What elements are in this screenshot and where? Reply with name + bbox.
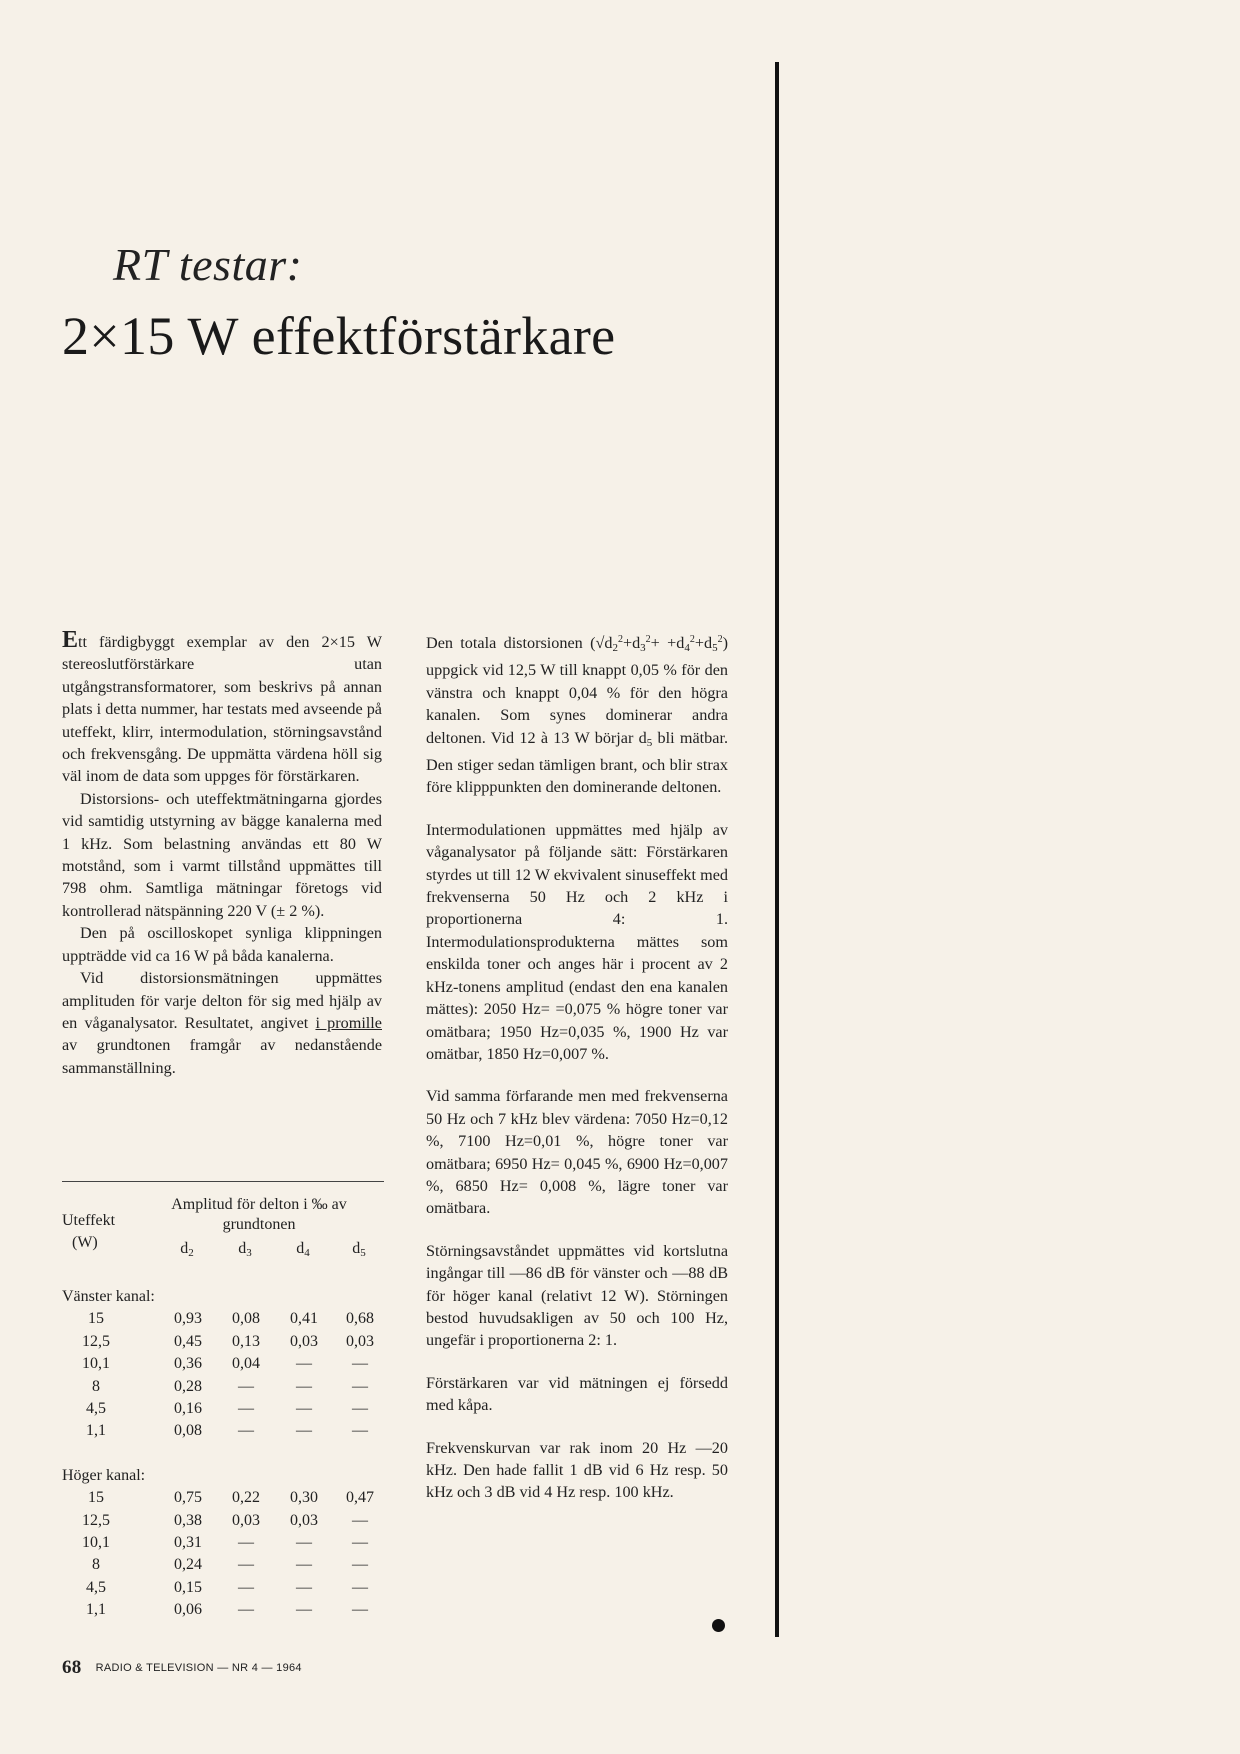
- table-cell: 0,75: [174, 1489, 202, 1507]
- table-cell: —: [352, 1355, 368, 1373]
- table-cell: 10,1: [82, 1533, 110, 1551]
- table-cell: 0,04: [232, 1355, 260, 1373]
- table-row: [62, 1599, 384, 1621]
- table-row: [62, 1308, 384, 1330]
- table-cell: 15: [88, 1310, 104, 1328]
- table-cell: 0,16: [174, 1399, 202, 1417]
- paragraph-7khz: Vid samma förfarande men med frekvenserna 50 Hz och 7 kHz blev värdena: 7050 Hz=0,12 %, 7100 Hz=0,01 %, högre toner var omätbara; 6950 Hz= 0,045 %, 6900 Hz=0,007 %, 6850 Hz= 0,008 %, lägre toner var omätbara.: [426, 1087, 728, 1218]
- paragraph-cover: Förstärkaren var vid mätningen ej försedd med kåpa.: [426, 1373, 728, 1415]
- header-grundtonen: grundtonen: [222, 1216, 296, 1233]
- table-row: [62, 1398, 384, 1420]
- paragraph-intermodulation: Intermodulationen uppmättes med hjälp av våganalysator på följande sätt: Förstärkaren styrdes ut till 12 W ekvivalent sinuseffekt med frekvenserna 50 Hz och 2 kHz i proportionerna 4: 1. Intermodulationsprodukterna mättes som enskilda toner och anges här i procent av 2 kHz-tonens amplitud (endast den ena kanalen mättes): 2050 Hz= =0,075 % högre toner var omätbara; 1950 Hz=0,035 %, 1900 Hz var omätbar, 1850 Hz=0,007 %.: [426, 820, 728, 1063]
- table-cell: —: [296, 1556, 312, 1574]
- table-cell: 8: [92, 1556, 100, 1574]
- table-row: [62, 1331, 384, 1353]
- table-cell: 0,68: [346, 1310, 374, 1328]
- table-cell: —: [296, 1399, 312, 1417]
- table-cell: —: [352, 1511, 368, 1529]
- table-cell: —: [238, 1399, 254, 1417]
- table-cell: —: [238, 1556, 254, 1574]
- text-segment: Vid distorsionsmätningen uppmättes amplituden för varje delton för sig med hjälp av en våganalysator. Resultatet, angivet: [62, 969, 382, 1032]
- right-channel-rows: [62, 1487, 384, 1621]
- paragraph-total-distortion: Den totala distorsionen $(√d_2^2+d_3^2+ +d_4^2+d_5^2)$ uppgick vid 12,5 W till knappt 0,05 % för den vänstra och knappt 0,04 % för den högra kanalen. Som synes dominerar andra deltonen. Vid 12 à 13 W börjar $d_5$ bli mätbar. Den stiger sedan tämligen brant, och blir strax före klipppunkten den dominerande deltonen.: [426, 634, 728, 797]
- table-row: [62, 1353, 384, 1375]
- table-cell: 0,08: [174, 1422, 202, 1440]
- text-segment: av grundtonen framgår av nedanstående sammanställning.: [62, 1036, 382, 1077]
- table-cell: 0,22: [232, 1489, 260, 1507]
- table-cell: 0,03: [346, 1332, 374, 1350]
- table-row: [62, 1532, 384, 1554]
- table-cell: —: [238, 1377, 254, 1395]
- text-underlined: i promille: [315, 1013, 382, 1032]
- table-cell: 0,45: [174, 1332, 202, 1350]
- table-cell: —: [352, 1399, 368, 1417]
- table-cell: —: [238, 1533, 254, 1551]
- table-cell: 0,38: [174, 1511, 202, 1529]
- intro-text: tt färdigbyggt exemplar av den 2×15 W stereoslutförstärkare utan utgångstransformatorer, som beskrivs på annan plats i detta nummer, har testats med avseende på uteffekt, klirr, intermodulation, störningsavstånd och frekvensgång. De uppmätta värdena höll sig väl inom de data som uppges för förstärkaren.: [62, 633, 382, 786]
- table-cell: —: [352, 1578, 368, 1596]
- table-cell: 0,08: [232, 1310, 260, 1328]
- table-cell: —: [238, 1422, 254, 1440]
- table-header: [62, 1194, 384, 1264]
- table-cell: —: [352, 1533, 368, 1551]
- left-channel-rows: [62, 1308, 384, 1442]
- page-title: 2×15 W effektförstärkare: [62, 306, 616, 366]
- table-cell: —: [352, 1601, 368, 1619]
- table-cell: —: [352, 1422, 368, 1440]
- table-cell: 0,30: [290, 1489, 318, 1507]
- header-amplitude: Amplitud för delton i ‰ av: [171, 1196, 347, 1213]
- vertical-rule: [775, 62, 779, 1637]
- table-cell: 15: [88, 1489, 104, 1507]
- right-column: [426, 629, 728, 1504]
- table-cell: 0,06: [174, 1601, 202, 1619]
- table-cell: 0,03: [290, 1511, 318, 1529]
- table-cell: 0,47: [346, 1489, 374, 1507]
- table-cell: —: [296, 1601, 312, 1619]
- table-cell: 12,5: [82, 1332, 110, 1350]
- group-title-right: Höger kanal:: [62, 1466, 146, 1484]
- paragraph-intro: [62, 629, 382, 788]
- table-cell: —: [352, 1556, 368, 1574]
- header-d3: $d_3$: [238, 1240, 252, 1259]
- page-footer: [62, 1657, 302, 1679]
- paragraph-noise: Störningsavståndet uppmättes vid kortslutna ingångar till —86 dB för vänster och —88 dB för höger kanal (relativt 12 W). Störningen bestod huvudsakligen av 50 och 100 Hz, ungefär i proportionerna 2: 1.: [426, 1241, 728, 1350]
- table-row: [62, 1487, 384, 1509]
- dropcap: E: [62, 627, 79, 653]
- table-cell: —: [352, 1377, 368, 1395]
- table-cell: 0,15: [174, 1578, 202, 1596]
- table-cell: 0,36: [174, 1355, 202, 1373]
- table-row: [62, 1376, 384, 1398]
- table-cell: 8: [92, 1377, 100, 1395]
- table-cell: —: [296, 1422, 312, 1440]
- table-cell: 4,5: [86, 1578, 106, 1596]
- table-cell: 0,93: [174, 1310, 202, 1328]
- header-d5: $d_5$: [352, 1240, 366, 1259]
- table-cell: 1,1: [86, 1601, 106, 1619]
- paragraph-distortion-method: Distorsions- och uteffektmätningarna gjordes vid samtidig utstyrning av bägge kanalerna med 1 kHz. Som belastning användas ett 80 W motstånd, som i varmt tillstånd uppmättes till 798 ohm. Samtliga mätningar företogs vid kontrollerad nätspänning 220 V (± 2 %).: [62, 789, 382, 920]
- table-row: [62, 1420, 384, 1442]
- table-cell: —: [296, 1578, 312, 1596]
- header-d4: $d_4$: [296, 1240, 310, 1259]
- table-cell: 10,1: [82, 1355, 110, 1373]
- table-rule: [62, 1181, 384, 1182]
- kicker: RT testar:: [113, 239, 303, 290]
- table-cell: 0,31: [174, 1533, 202, 1551]
- table-cell: 4,5: [86, 1399, 106, 1417]
- table-cell: —: [296, 1377, 312, 1395]
- page-number: 68: [62, 1657, 82, 1678]
- table-cell: —: [238, 1601, 254, 1619]
- end-mark-dot: [712, 1619, 725, 1632]
- table-cell: 0,24: [174, 1556, 202, 1574]
- table-cell: 0,41: [290, 1310, 318, 1328]
- paragraph-analyzer: [62, 967, 382, 1079]
- paragraph-clipping: Den på oscilloskopet synliga klippningen uppträdde vid ca 16 W på båda kanalerna.: [62, 924, 382, 965]
- table-cell: —: [238, 1578, 254, 1596]
- table-row: [62, 1577, 384, 1599]
- table-cell: 0,03: [290, 1332, 318, 1350]
- distortion-table: [62, 1194, 384, 1622]
- table-cell: —: [296, 1355, 312, 1373]
- table-cell: —: [296, 1533, 312, 1551]
- table-cell: 0,28: [174, 1377, 202, 1395]
- table-row: [62, 1510, 384, 1532]
- table-row: [62, 1554, 384, 1576]
- table-cell: 12,5: [82, 1511, 110, 1529]
- paragraph-frequency: Frekvenskurvan var rak inom 20 Hz —20 kHz. Den hade fallit 1 dB vid 6 Hz resp. 50 kHz och 3 dB vid 4 Hz resp. 100 kHz.: [426, 1438, 728, 1502]
- left-column: [62, 629, 382, 1079]
- header-unit: (W): [72, 1234, 98, 1251]
- table-cell: 0,03: [232, 1511, 260, 1529]
- group-title-left: Vänster kanal:: [62, 1288, 155, 1305]
- table-cell: 0,13: [232, 1332, 260, 1350]
- header-d2: $d_2$: [180, 1240, 194, 1259]
- header-uteffekt: Uteffekt: [62, 1212, 116, 1229]
- table-cell: 1,1: [86, 1422, 106, 1440]
- publication-line: RADIO & TELEVISION — NR 4 — 1964: [95, 1662, 302, 1674]
